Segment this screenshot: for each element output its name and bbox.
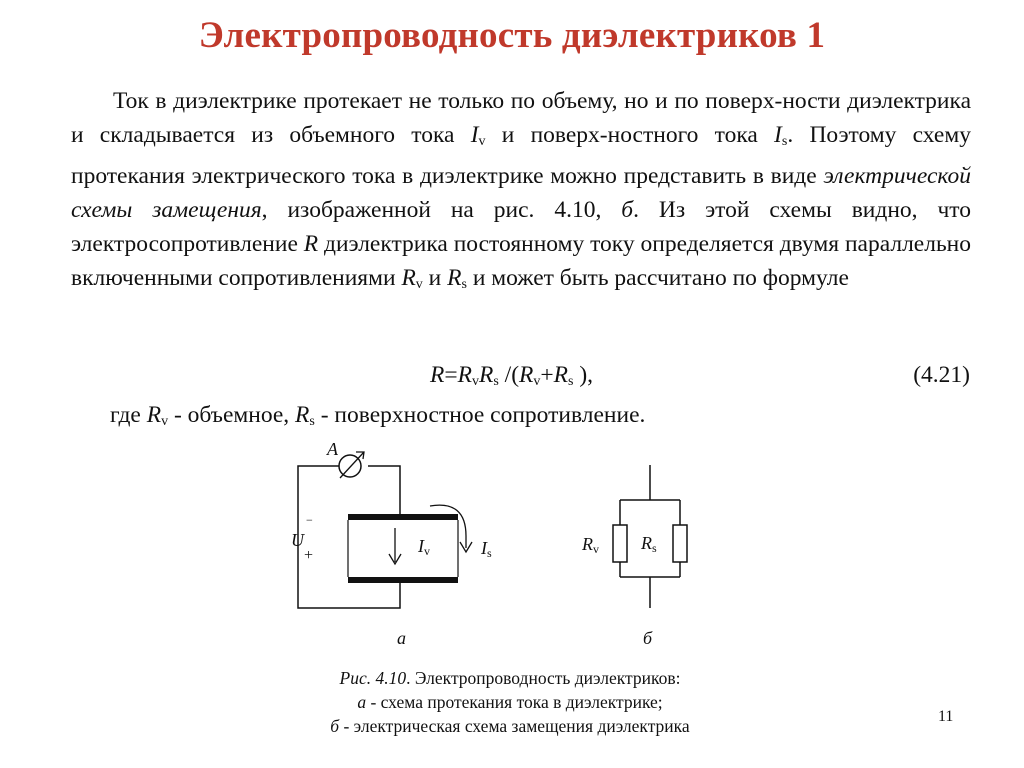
ammeter-label: A — [327, 439, 338, 459]
plus-sign: + — [304, 547, 314, 564]
resistor-rv — [613, 525, 627, 562]
figure-label-a: а — [397, 628, 406, 648]
voltage-label: U — [291, 530, 304, 550]
page-number: 11 — [938, 708, 954, 725]
caption-line-2: а - схема протекания тока в диэлектрике; — [357, 692, 663, 712]
equation-number: (4.21) — [913, 362, 970, 388]
body-paragraph: Ток в диэлектрике протекает не только по объему, но и по поверх-ности диэлектрика и складывается из объемного тока $I_v$ и поверх-ностного тока $I_s$. Поэтому схему протекания электрического тока в диэлектрике можно представить в виде электрической схемы замещения, изображенной на рис. 4.10, б. Из этой схемы видно, что электросопротивление R диэлектрика постоянному току определяется двумя параллельно включенными сопротивлениями $R_v$ и $R_s$ и может быть рассчитано по формуле — [71, 88, 972, 292]
caption-line-1: Рис. 4.10. Электропроводность диэлектриков: — [339, 668, 681, 688]
top-electrode — [348, 514, 458, 520]
figure-label-b: б — [643, 628, 653, 648]
surface-current-arrow — [430, 505, 466, 548]
resistor-rs — [673, 525, 687, 562]
bottom-electrode — [348, 577, 458, 583]
circuit-diagram-a — [290, 438, 500, 618]
wire-top — [368, 466, 400, 514]
volume-current-label: $I_v$ — [418, 536, 430, 558]
resistor-rv-label: $R_v$ — [582, 534, 599, 556]
slide-title: Электропроводность диэлектриков 1 — [198, 15, 826, 56]
formula-explanation: где $R_v$ - объемное, $R_s$ - поверхностное сопротивление. — [110, 402, 646, 429]
resistor-rs-label: $R_s$ — [641, 533, 657, 555]
formula: $R=R_vR_s$ $/(R_v+R_s$ ), — [430, 362, 594, 389]
minus-sign: − — [306, 513, 313, 527]
figure-caption — [230, 666, 790, 738]
caption-line-3: б - электрическая схема замещения диэлектрика — [330, 716, 690, 736]
surface-current-label: $I_s$ — [481, 538, 492, 560]
wire-loop — [298, 466, 400, 608]
